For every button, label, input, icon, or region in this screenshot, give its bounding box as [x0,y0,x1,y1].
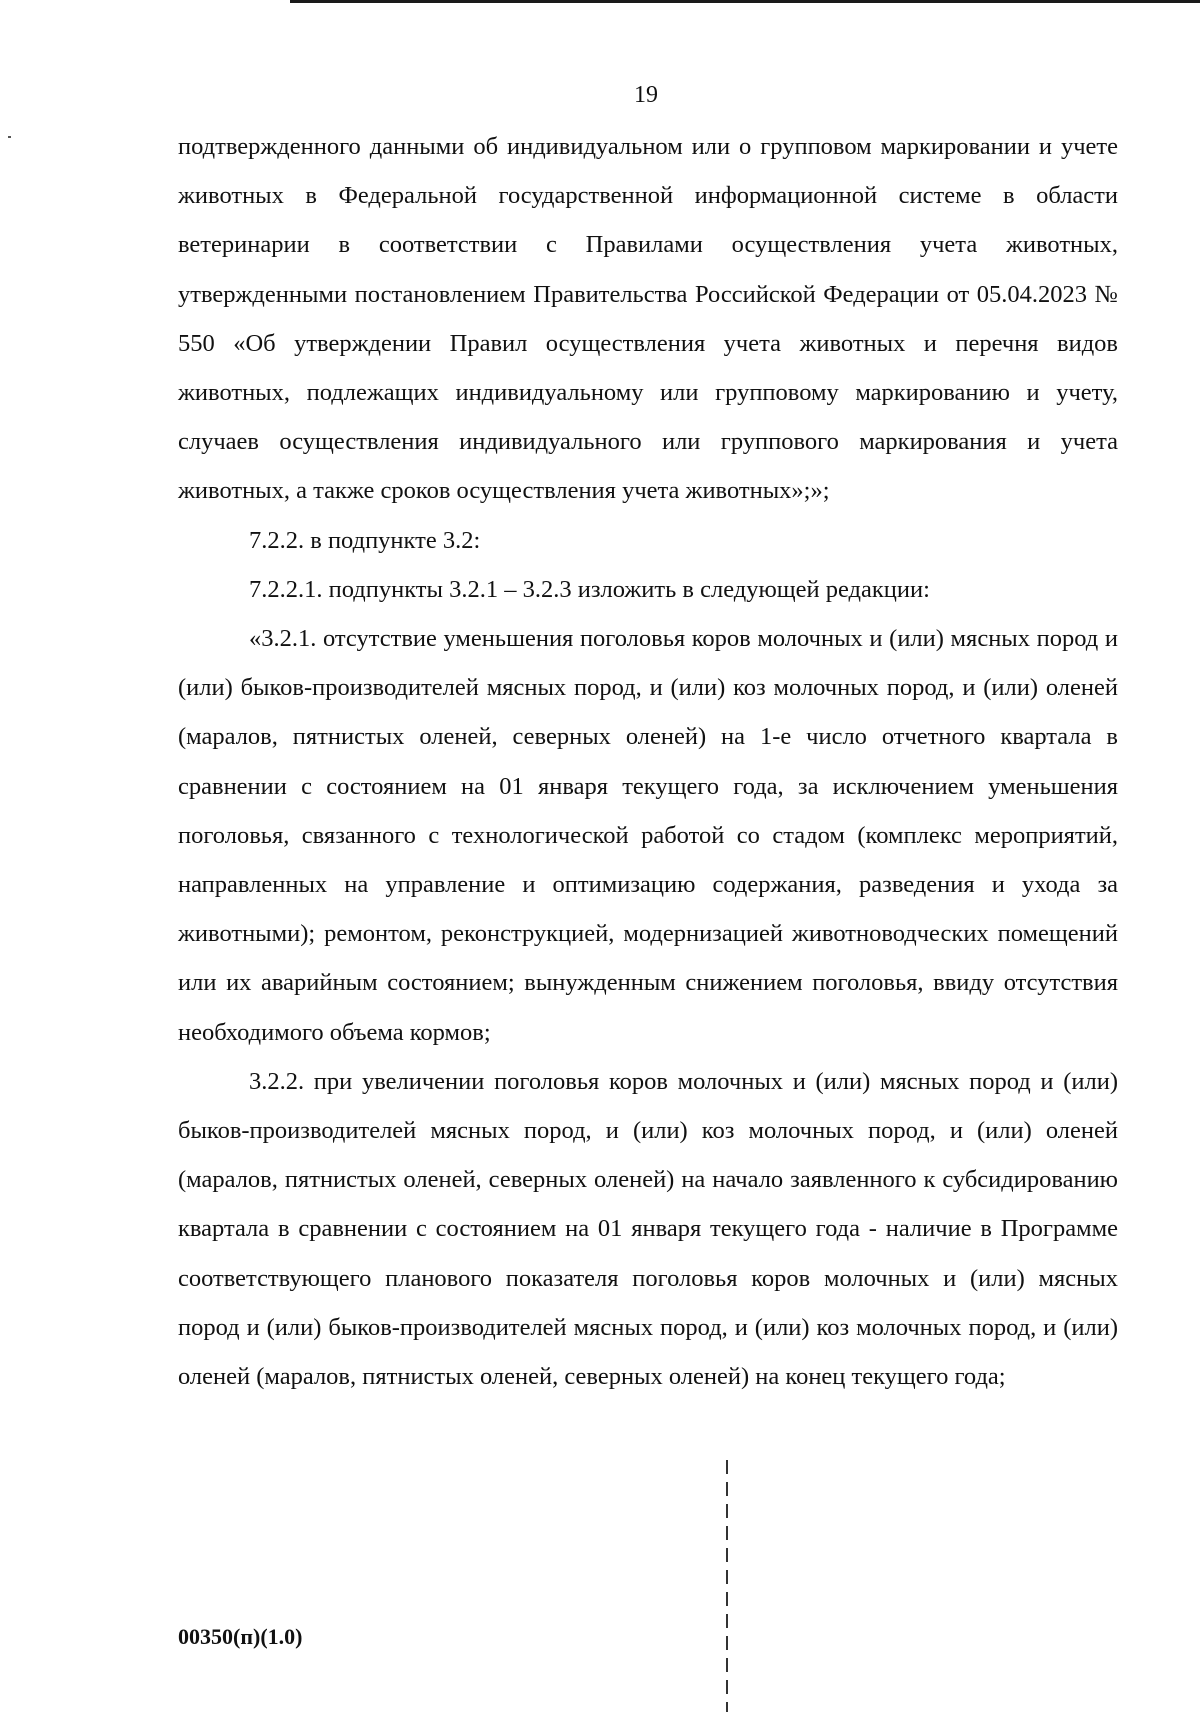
document-code: 00350(п)(1.0) [178,1624,303,1649]
paragraph-continuation: подтвержденного данными об индивидуальном или о групповом маркировании и учете животных в Федеральной государственной информационной системе в области ветеринарии в соответствии с Правилами осуществления учета животных, утвержденными постановлением Правительства Российской Федерации от 05.04.2023 № 550 «Об утверждении Правил осуществления учета животных и перечня видов животных, подлежащих индивидуальному или групповому маркированию и учету, случаев осуществления индивидуального или группового маркирования и учета животных, а также сроков осуществления учета животных»;»; [178,133,1118,505]
paragraph-7-2-2-1: 7.2.2.1. подпункты 3.2.1 – 3.2.3 изложить в следующей редакции: [249,575,930,603]
scan-artifact-mark [8,136,11,138]
top-border-line [290,0,1200,3]
paragraph-3-2-1: «3.2.1. отсутствие уменьшения поголовья коров молочных и (или) мясных пород и (или) быков-производителей мясных пород, и (или) коз молочных пород, и (или) оленей (маралов, пятнистых оленей, северных оленей) на 1-е число отчетного квартала в сравнении с состоянием на 01 января текущего года, за исключением уменьшения поголовья, связанного с технологической работой со стадом (комплекс мероприятий, направленных на управление и оптимизацию содержания, разведения и ухода за животными); ремонтом, реконструкцией, модернизацией животноводческих помещений или их аварийным состоянием; вынужденным снижением поголовья, ввиду отсутствия необходимого объема кормов; [178,625,1118,1046]
page-number: 19 [634,82,658,108]
document-body [178,122,1118,1401]
scan-fold-line [726,1460,728,1712]
paragraph-3-2-2: 3.2.2. при увеличении поголовья коров молочных и (или) мясных пород и (или) быков-производителей мясных пород, и (или) коз молочных пород, и (или) оленей (маралов, пятнистых оленей, северных оленей) на начало заявленного к субсидированию квартала в сравнении с состоянием на 01 января текущего года - наличие в Программе соответствующего планового показателя поголовья коров молочных и (или) мясных пород и (или) быков-производителей мясных пород, и (или) коз молочных пород, и (или) оленей (маралов, пятнистых оленей, северных оленей) на конец текущего года; [178,1067,1118,1391]
paragraph-7-2-2: 7.2.2. в подпункте 3.2: [249,526,481,554]
